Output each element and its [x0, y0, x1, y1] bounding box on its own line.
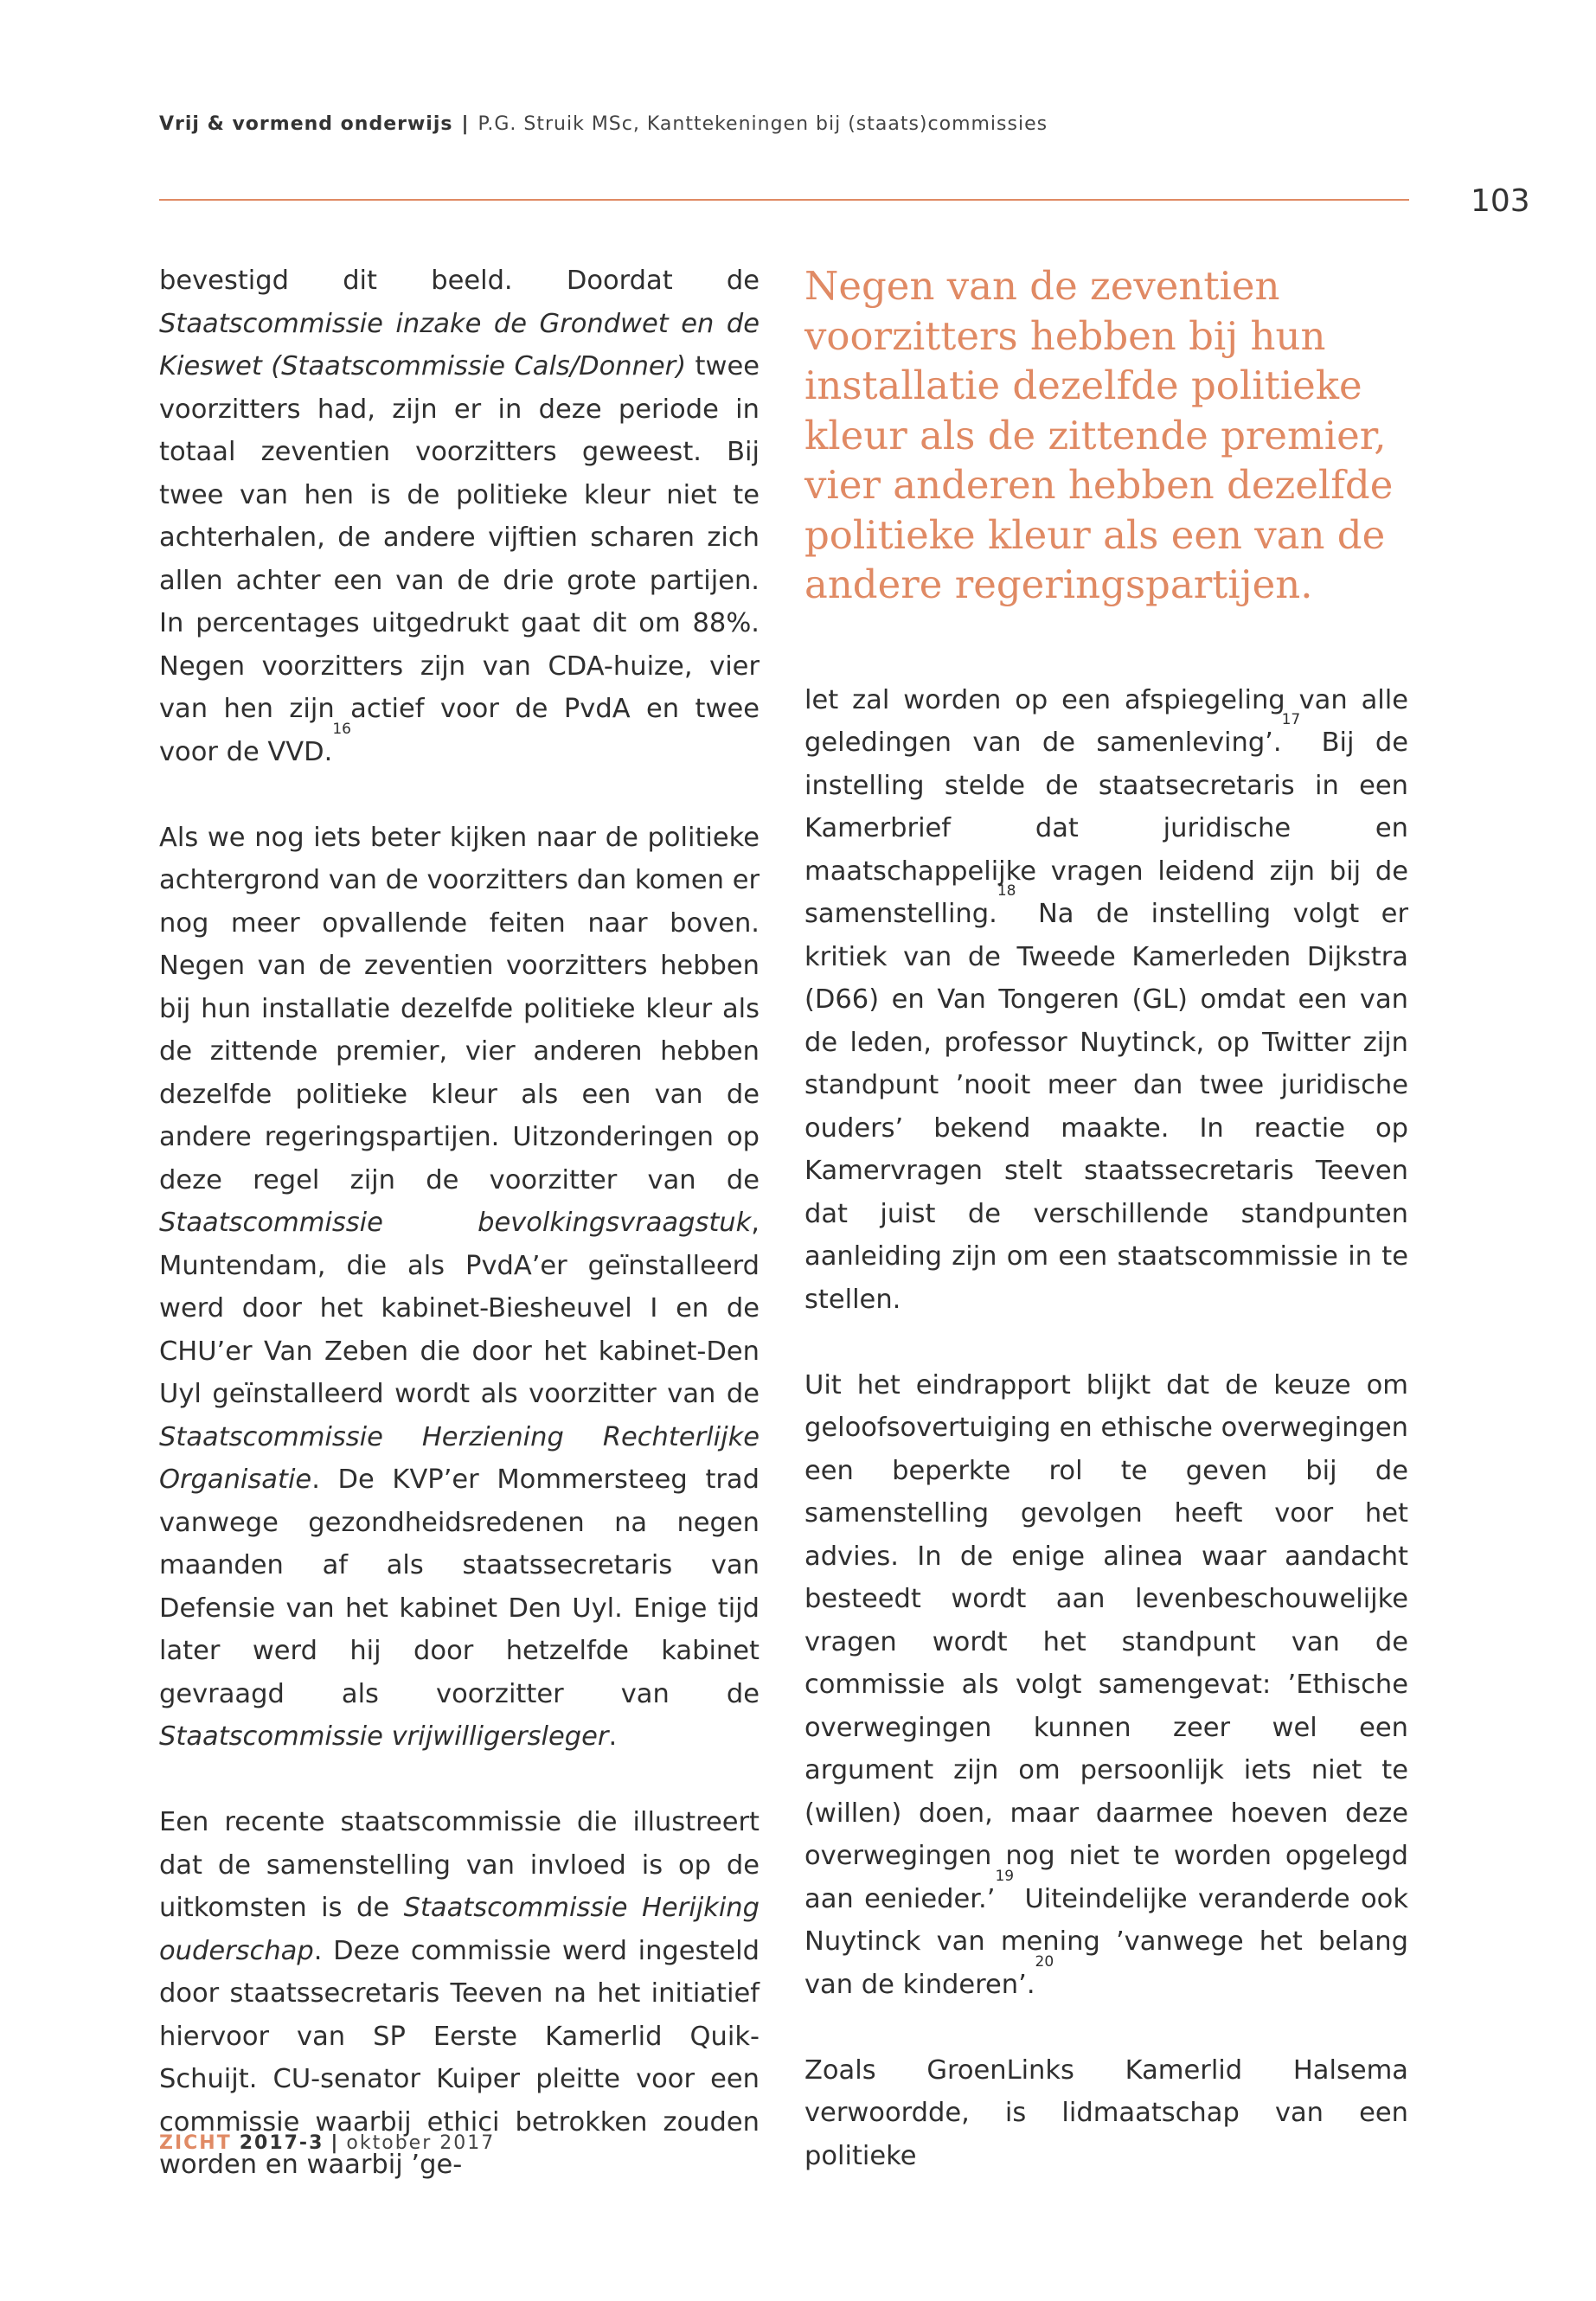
footer-brand: ZICHT	[159, 2132, 232, 2154]
running-header	[159, 113, 1048, 135]
right-paragraph-3	[804, 2049, 1408, 2178]
left-paragraph-2	[159, 817, 760, 1759]
italic-title: Staatscommissie vrijwilligersleger	[159, 1721, 609, 1752]
text-run: Uiteindelijke veranderde ook Nuytinck van mening ’vanwege het belang van de kinderen’.	[804, 1883, 1408, 2000]
footnote-ref: 18	[997, 882, 1016, 900]
text-run: Zoals GroenLinks Kamerlid Halsema verwoordde, is lidmaatschap van een politieke	[804, 2054, 1408, 2171]
footnote-ref: 19	[995, 1867, 1015, 1885]
italic-title: Staatscommissie inzake de Grondwet en de Kieswet (Staatscommissie Cals/Donner)	[159, 308, 760, 381]
left-column	[159, 260, 760, 2187]
right-paragraph-2	[804, 1364, 1408, 2007]
text-run: Na de instelling volgt er kritiek van de Tweede Kamerleden Dijkstra (D66) en Van Tongeren (GL) omdat een van de leden, professor Nuytinck, op Twitter zijn standpunt ’nooit meer dan twee juridische ouders’ bekend maakte. In reactie op Kamervragen stelt staatssecretaris Teeven dat juist de verschillende standpunten aanleiding zijn om een staatscommissie in te stellen.	[804, 899, 1408, 1315]
text-run: Bij de instelling stelde de staatsecretaris in een Kamerbrief dat juridische en maatschappelijke vragen leidend zijn bij de samenstelling.	[804, 727, 1408, 929]
italic-title: Staatscommissie Herziening Rechterlijke Organisatie	[159, 1421, 760, 1495]
text-run: Een recente staatscommissie die illustreert dat de samenstelling van invloed is op de uitkomsten is de	[159, 1807, 760, 1923]
left-paragraph-3	[159, 1801, 760, 2187]
footer-issue: 2017-3	[239, 2132, 324, 2154]
header-separator: |	[461, 113, 470, 135]
header-rule	[159, 199, 1409, 201]
page-number: 103	[1471, 183, 1530, 219]
text-run: bevestigd dit beeld. Doordat de	[159, 266, 760, 296]
footnote-ref: 17	[1281, 711, 1301, 728]
page-footer	[159, 2132, 495, 2154]
text-run: .	[608, 1721, 618, 1752]
text-run: Als we nog iets beter kijken naar de politieke achtergrond van de voorzitters dan komen er nog meer opvallende feiten naar boven. Negen van de zeventien voorzitters hebben bij hun installatie dezelfde politieke kleur als de zittende premier, vier anderen hebben dezelfde politieke kleur als een van de andere regeringspartijen. Uitzonderingen op deze regel zijn de voorzitter van de	[159, 822, 760, 1195]
text-run: , Muntendam, die als PvdA’er geïnstalleerd werd door het kabinet-Biesheuvel I en de CHU’er Van Zeben die door het kabinet-Den Uyl geïnstalleerd wordt als voorzitter van de	[159, 1208, 760, 1409]
text-run: . De KVP’er Mommersteeg trad vanwege gezondheidsredenen na negen maanden af als staatssecretaris van Defensie van het kabinet Den Uyl. Enige tijd later werd hij door hetzelfde kabinet gevraagd als voorzitter van de	[159, 1465, 760, 1709]
footer-separator: |	[330, 2132, 340, 2154]
text-run: twee voorzitters had, zijn er in deze periode in totaal zeventien voorzitters geweest. Bij twee van hen is de politieke kleur niet te achterhalen, de andere vijftien scharen zich allen achter een van de drie grote partijen. In percentages uitgedrukt gaat dit om 88%. Negen voorzitters zijn van CDA-huize, vier van hen zijn actief voor de PvdA en twee voor de VVD.	[159, 351, 760, 767]
right-paragraph-1	[804, 679, 1408, 1322]
right-column	[804, 260, 1408, 2177]
text-run: . Deze commissie werd ingesteld door staatssecretaris Teeven na het initiatief hiervoor van SP Eerste Kamerlid Quik-Schuijt. CU-senator Kuiper pleitte voor een commissie waarbij ethici betrokken zouden worden en waarbij ’ge-	[159, 1935, 760, 2180]
right-body	[804, 679, 1408, 2178]
footnote-ref: 20	[1035, 1952, 1054, 1971]
footnote-ref: 16	[332, 720, 351, 738]
left-paragraph-1	[159, 260, 760, 773]
text-run: let zal worden op een afspiegeling van alle geledingen van de samenleving’.	[804, 684, 1408, 758]
text-run: Uit het eindrapport blijkt dat de keuze om geloofsovertuiging en ethische overwegingen een beperkte rol te geven bij de samenstelling gevolgen heeft voor het advies. In de enige alinea waar aandacht besteedt wordt aan levenbeschouwelijke vragen wordt het standpunt van de commissie als volgt samengevat: ’Ethische overwegingen kunnen zeer wel een argument zijn om persoonlijk iets niet te (willen) doen, maar daarmee hoeven deze overwegingen nog niet te worden opgelegd aan eenieder.’	[804, 1369, 1408, 1914]
footer-date: oktober 2017	[346, 2132, 496, 2154]
italic-title: Staatscommissie bevolkingsvraagstuk	[159, 1208, 752, 1238]
header-article: P.G. Struik MSc, Kanttekeningen bij (staats)commissies	[478, 113, 1048, 135]
header-section: Vrij & vormend onderwijs	[159, 113, 453, 135]
italic-title: Staatscommissie Herijking ouderschap	[159, 1893, 760, 1966]
pull-quote: Negen van de zeventien voorzitters hebben bij hun installatie dezelfde politieke kleur als de zittende premier, vier anderen hebben dezelfde politieke kleur als een van de andere regeringspartijen.	[804, 263, 1394, 607]
